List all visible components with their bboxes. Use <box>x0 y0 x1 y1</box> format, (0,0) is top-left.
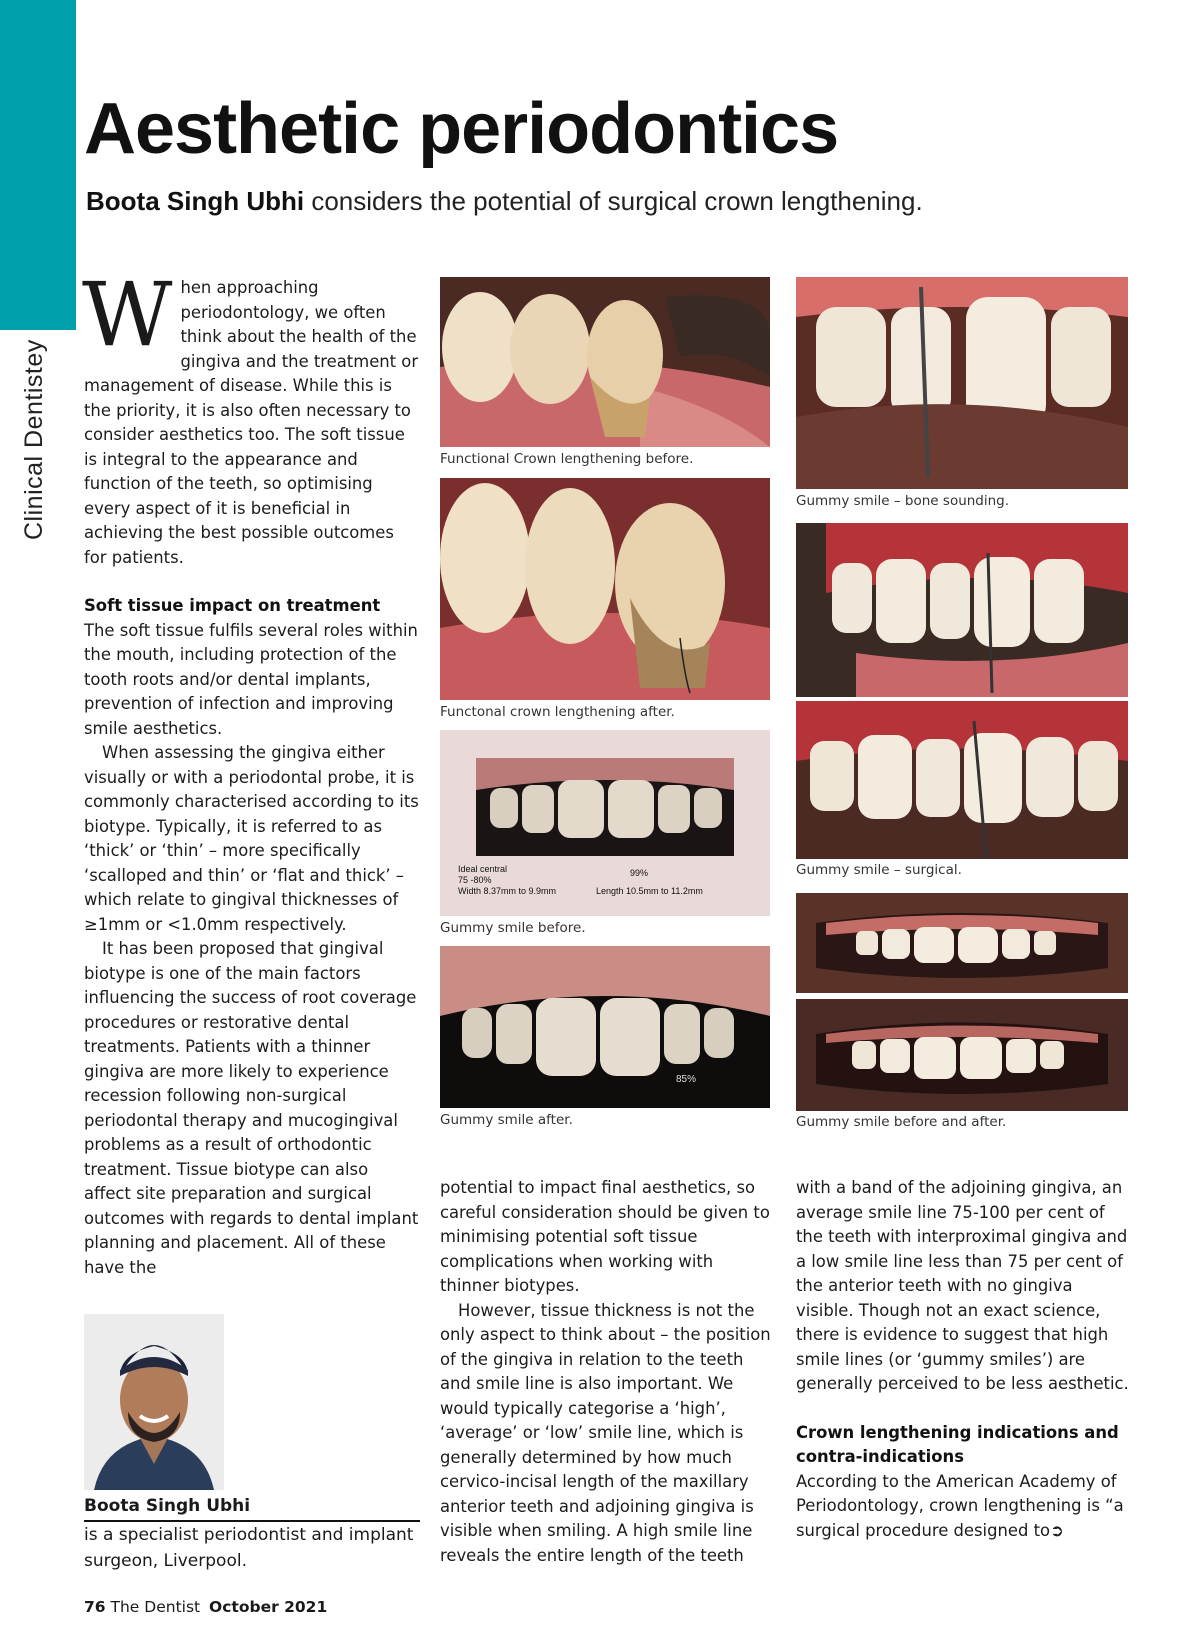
author-bio: is a specialist periodontist and implant surgeon, Liverpool. <box>84 1525 414 1571</box>
subheading-crown-lengthening: Crown lengthening indications and contra-indications <box>796 1422 1119 1466</box>
issue-date: October 2021 <box>209 1598 328 1616</box>
photo-gummy-smile-before <box>440 730 770 916</box>
photo-gummy-smile-surgical-1 <box>796 523 1128 697</box>
photo-gummy-smile-before-and-after-2 <box>796 999 1128 1111</box>
photo-gummy-smile-bone-sounding <box>796 277 1128 489</box>
body-paragraph: with a band of the adjoining gingiva, an average smile line 75-100 per cent of the teeth with interproximal gingiva and a low smile line less than 75 per cent of the anterior teeth with no gingiva visible. Though not an exact science, there is evidence to suggest that high smile lines (or ‘gummy smiles’) are generally perceived to be less aesthetic. <box>796 1178 1129 1393</box>
figure-caption: Gummy smile before and after. <box>796 1114 1007 1130</box>
overlay-width: Width 8.37mm to 9.9mm <box>458 886 557 896</box>
body-paragraph: It has been proposed that gingival biotype is one of the main factors influencing the success of root coverage procedures or restorative dental treatments. Patients with a thinner gingiva are more likely to experience recession following non-surgical periodontal therapy and mucogingival problems as a result of orthodontic treatment. Tissue biotype can also affect site preparation and surgical outcomes with regards to dental implant planning and placement. All of these have the <box>84 939 419 1277</box>
page-number: 76 <box>84 1598 106 1616</box>
section-label: Clinical Dentistey <box>20 339 48 540</box>
figure-caption: Gummy smile – surgical. <box>796 862 962 878</box>
overlay-percent-after: 85% <box>676 1074 697 1085</box>
body-paragraph: potential to impact final aesthetics, so careful consideration should be given to minimising potential soft tissue complications when working with thinner biotypes. <box>440 1178 770 1295</box>
author-photo <box>84 1314 224 1490</box>
overlay-ideal-label: Ideal central <box>458 864 508 874</box>
body-column-2 <box>440 1176 776 1568</box>
drop-cap: W <box>82 263 173 366</box>
body-paragraph: When assessing the gingiva either visually or with a periodontal probe, it is commonly characterised according to its biotype. Typically, it is referred to as ‘thick’ or ‘thin’ – more specifically ‘scalloped and thin’ or ‘flat and thick’ – which relate to gingival thicknesses of ≥1mm or <1.0mm respectively. <box>84 743 419 934</box>
subheading-soft-tissue: Soft tissue impact on treatment <box>84 596 381 615</box>
figure-caption: Functonal crown lengthening after. <box>440 704 675 720</box>
overlay-ideal-range: 75 -80% <box>458 875 492 885</box>
figure-caption: Gummy smile – bone sounding. <box>796 493 1010 509</box>
standfirst <box>86 186 923 217</box>
section-color-bar <box>0 0 76 330</box>
photo-crown-lengthening-before <box>440 277 770 447</box>
standfirst-text: considers the potential of surgical crown lengthening. <box>304 186 923 216</box>
figure-caption: Gummy smile before. <box>440 920 586 936</box>
body-column-3 <box>796 1176 1132 1543</box>
standfirst-author: Boota Singh Ubhi <box>86 186 305 216</box>
overlay-length: Length 10.5mm to 11.2mm <box>596 886 703 896</box>
continue-arrow-icon: ➲ <box>1050 1520 1064 1540</box>
body-paragraph: However, tissue thickness is not the only aspect to think about – the position of the gingiva in relation to the teeth and smile line is also important. We would typically categorise a ‘high’, ‘average’ or ‘low’ smile line, which is generally determined by how much cervico-incisal length of the maxillary anterior teeth and adjoining gingiva is visible when smiling. A high smile line reveals the entire length of the teeth <box>440 1300 771 1565</box>
photo-gummy-smile-before-and-after-1 <box>796 893 1128 993</box>
page-footer <box>84 1598 327 1616</box>
author-name: Boota Singh Ubhi <box>84 1496 420 1522</box>
figure-caption: Functional Crown lengthening before. <box>440 451 694 467</box>
intro-paragraph: When approaching periodontology, we often think about the health of the gingiva and the treatment or management of disease. While this is the priority, it is also often necessary to consider aesthetics too. The soft tissue is integral to the appearance and function of the teeth, so optimising every aspect of it is beneficial in achieving the best possible outcomes for patients. <box>82 263 419 567</box>
figure-caption: Gummy smile after. <box>440 1112 573 1128</box>
magazine-name: The Dentist <box>110 1598 201 1616</box>
photo-crown-lengthening-after <box>440 478 770 700</box>
photo-gummy-smile-after <box>440 946 770 1108</box>
body-paragraph: The soft tissue fulfils several roles within the mouth, including protection of the tooth roots and/or dental implants, prevention of infection and improving smile aesthetics. <box>84 620 418 738</box>
overlay-percent: 99% <box>630 868 649 878</box>
article-title: Aesthetic periodontics <box>84 89 839 169</box>
photo-gummy-smile-surgical-2 <box>796 701 1128 859</box>
body-paragraph: According to the American Academy of Periodontology, crown lengthening is “a surgical procedure designed to➲ <box>796 1471 1124 1540</box>
body-column-1 <box>82 263 420 1280</box>
